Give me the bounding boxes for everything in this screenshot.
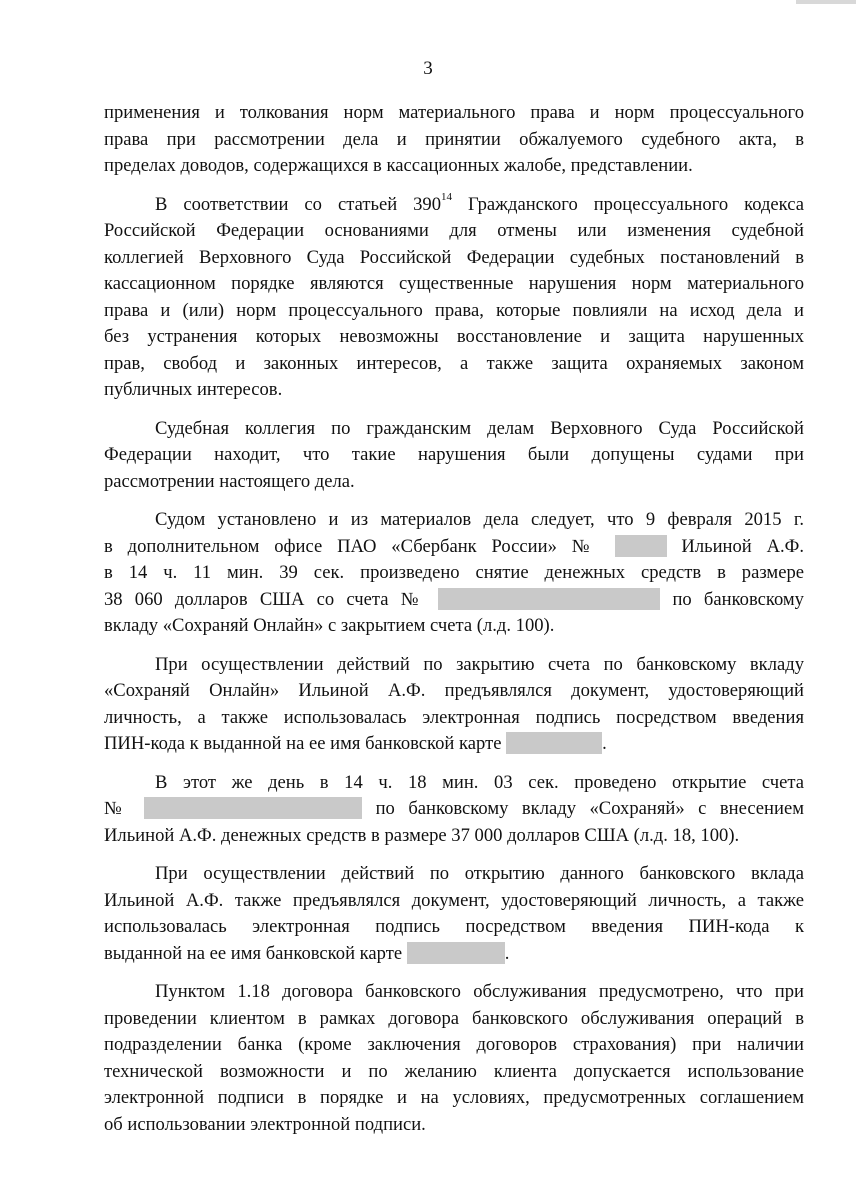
text-fragment: ПИН-кода к выданной на ее имя банковской карте: [104, 733, 502, 754]
article-superscript: 14: [441, 191, 453, 204]
paragraph-7: [104, 861, 804, 967]
text-line: технической возможности и по желанию клиента допускается использование: [104, 1060, 804, 1082]
text-line: права при рассмотрении дела и принятии обжалуемого судебного акта, в: [104, 128, 804, 150]
paragraph-6: [104, 770, 804, 850]
text-fragment: Ильиной А.Ф.: [681, 535, 804, 557]
text-fragment: по банковскому: [672, 588, 804, 610]
text-line: кассационном порядке являются существенные нарушения норм материального: [104, 273, 804, 294]
redacted-branch-number: [615, 535, 667, 557]
text-line: вкладу «Сохраняй Онлайн» с закрытием счета (л.д. 100).: [104, 615, 555, 636]
text-line: При осуществлении действий по закрытию счета по банковскому вкладу: [155, 653, 804, 675]
text-line: Ильиной А.Ф. денежных средств в размере 37 000 долларов США (л.д. 18, 100).: [104, 824, 740, 846]
paragraph-1: [104, 100, 804, 180]
text-line: публичных интересов.: [104, 379, 283, 400]
paragraph-5: [104, 652, 804, 758]
text-line: В этот же день в 14 ч. 18 мин. 03 сек. проведено открытие счета: [155, 771, 804, 793]
text-line: Судом установлено и из материалов дела следует, что 9 февраля 2015 г.: [155, 509, 804, 530]
scan-edge-mark: [796, 0, 856, 4]
text-line: Пунктом 1.18 договора банковского обслуживания предусмотрено, что при: [155, 981, 804, 1002]
document-body: [104, 100, 804, 1149]
redacted-card-number: [506, 732, 602, 754]
text-fragment: по банковскому вкладу «Сохраняй» с внесением: [375, 798, 804, 819]
text-line: применения и толкования норм материального права и норм процессуального: [104, 102, 804, 123]
text-line: Федерации находит, что такие нарушения были допущены судами при: [104, 444, 804, 465]
text-line: проведении клиентом в рамках договора банковского обслуживания операций в: [104, 1007, 804, 1029]
text-line: рассмотрении настоящего дела.: [104, 470, 355, 492]
text-line: коллегией Верховного Суда Российской Федерации судебных постановлений в: [104, 246, 804, 268]
text-line: об использовании электронной подписи.: [104, 1113, 426, 1135]
text-fragment: №: [104, 798, 131, 819]
text-line: использовалась электронная подпись посредством введения ПИН-кода к: [104, 916, 804, 937]
redacted-account-number: [438, 588, 660, 610]
redacted-card-number: [407, 942, 505, 964]
redacted-account-number: [144, 797, 362, 819]
text-line: [104, 587, 804, 614]
text-line: пределах доводов, содержащихся в кассационных жалобе, представлении.: [104, 155, 693, 176]
text-line: в 14 ч. 11 мин. 39 сек. произведено снятие денежных средств в размере: [104, 562, 804, 583]
text-line: [104, 796, 804, 823]
text-line: [104, 731, 804, 758]
text-line: [104, 534, 804, 561]
text-fragment: 38 060 долларов США со счета №: [104, 588, 427, 610]
text-fragment: выданной на ее имя банковской карте: [104, 942, 403, 964]
text-line: «Сохраняй Онлайн» Ильиной А.Ф. предъявлялся документ, удостоверяющий: [104, 680, 804, 701]
paragraph-3: [104, 416, 804, 496]
text-line: При осуществлении действий по открытию данного банковского вклада: [155, 863, 804, 884]
text-line: Российской Федерации основаниями для отмены или изменения судебной: [104, 220, 804, 241]
paragraph-4: [104, 507, 804, 640]
text-line: [104, 941, 804, 968]
text-line: прав, свобод и законных интересов, а также защита охраняемых законом: [104, 352, 804, 374]
text-line: права и (или) норм процессуального права, которые повлияли на исход дела и: [104, 299, 804, 321]
text-line: [104, 192, 804, 219]
page-number: 3: [423, 58, 433, 79]
text-fragment: .: [504, 942, 510, 964]
text-fragment: В соответствии со статьей 390: [155, 193, 442, 215]
text-line: Ильиной А.Ф. также предъявлялся документ, удостоверяющий личность, а также: [104, 889, 804, 911]
text-fragment: Гражданского процессуального кодекса: [452, 193, 804, 215]
text-fragment: в дополнительном офисе ПАО «Сбербанк России» №: [104, 535, 600, 557]
text-fragment: .: [602, 733, 607, 754]
text-line: без устранения которых невозможны восстановление и защита нарушенных: [104, 326, 804, 347]
paragraph-2: [104, 192, 804, 404]
text-line: электронной подписи в порядке и на условиях, предусмотренных соглашением: [104, 1087, 804, 1108]
text-line: подразделении банка (кроме заключения договоров страхования) при наличии: [104, 1034, 804, 1055]
text-line: Судебная коллегия по гражданским делам Верховного Суда Российской: [155, 417, 804, 439]
paragraph-8: [104, 979, 804, 1138]
text-line: личность, а также использовалась электронная подпись посредством введения: [104, 706, 804, 728]
